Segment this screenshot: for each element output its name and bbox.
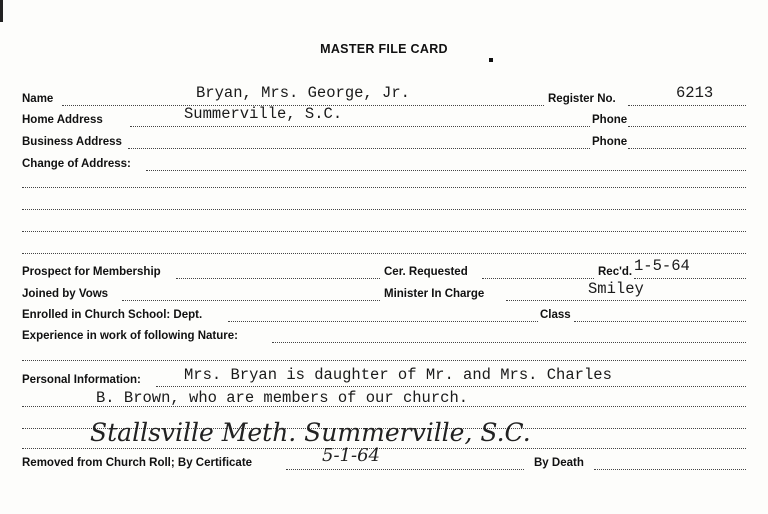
experience-line [272, 342, 746, 343]
ink-dot [489, 58, 493, 62]
blank-line-1 [22, 187, 746, 188]
class-line [574, 321, 746, 322]
enrolled-label: Enrolled in Church School: Dept. [22, 309, 203, 321]
minister-value: Smiley [588, 280, 644, 298]
name-value: Bryan, Mrs. George, Jr. [196, 84, 410, 102]
enrolled-line [228, 321, 538, 322]
home-address-value: Summerville, S.C. [184, 105, 343, 123]
phone-line-home [628, 126, 746, 127]
phone-label-business: Phone [592, 136, 628, 148]
blank-line-4 [22, 253, 746, 254]
register-no-value: 6213 [676, 84, 714, 102]
prospect-line [176, 278, 380, 279]
personal-info-line1: Mrs. Bryan is daughter of Mr. and Mrs. Charles [184, 366, 612, 384]
recd-line [634, 278, 746, 279]
name-label: Name [22, 93, 54, 105]
handwritten-transfer-note: Stallsville Meth. Summerville, S.C. [90, 418, 531, 447]
blank-line-2 [22, 209, 746, 210]
blank-line-5 [22, 360, 746, 361]
personal-info-line2: B. Brown, who are members of our church. [96, 389, 469, 407]
certificate-date-value: 5-1-64 [322, 445, 380, 466]
prospect-label: Prospect for Membership [22, 266, 161, 278]
register-no-line [628, 105, 746, 106]
recd-value: 1-5-64 [634, 257, 690, 275]
business-address-label: Business Address [22, 136, 122, 148]
blank-line-3 [22, 231, 746, 232]
personal-info-label: Personal Information: [22, 374, 141, 386]
phone-label-home: Phone [592, 114, 628, 126]
joined-label: Joined by Vows [22, 288, 109, 300]
card-title: MASTER FILE CARD [320, 42, 448, 56]
by-death-line [594, 469, 746, 470]
certificate-line [286, 469, 524, 470]
personal-info-line-4 [22, 448, 746, 449]
minister-label: Minister In Charge [384, 288, 485, 300]
minister-line [506, 300, 746, 301]
home-address-line [130, 126, 590, 127]
recd-label: Rec'd. [598, 266, 633, 278]
phone-line-business [628, 148, 746, 149]
home-address-label: Home Address [22, 114, 103, 126]
business-address-line [128, 148, 590, 149]
card-edge-mark [0, 0, 3, 22]
removed-label: Removed from Church Roll; By Certificate [22, 457, 253, 469]
change-of-address-line [146, 170, 746, 171]
joined-line [122, 300, 380, 301]
change-of-address-label: Change of Address: [22, 158, 131, 170]
register-no-label: Register No. [548, 93, 616, 105]
cer-requested-line [482, 278, 594, 279]
by-death-label: By Death [534, 457, 584, 469]
personal-info-line [156, 386, 746, 387]
class-label: Class [540, 309, 571, 321]
experience-label: Experience in work of following Nature: [22, 330, 238, 342]
cer-requested-label: Cer. Requested [384, 266, 468, 278]
